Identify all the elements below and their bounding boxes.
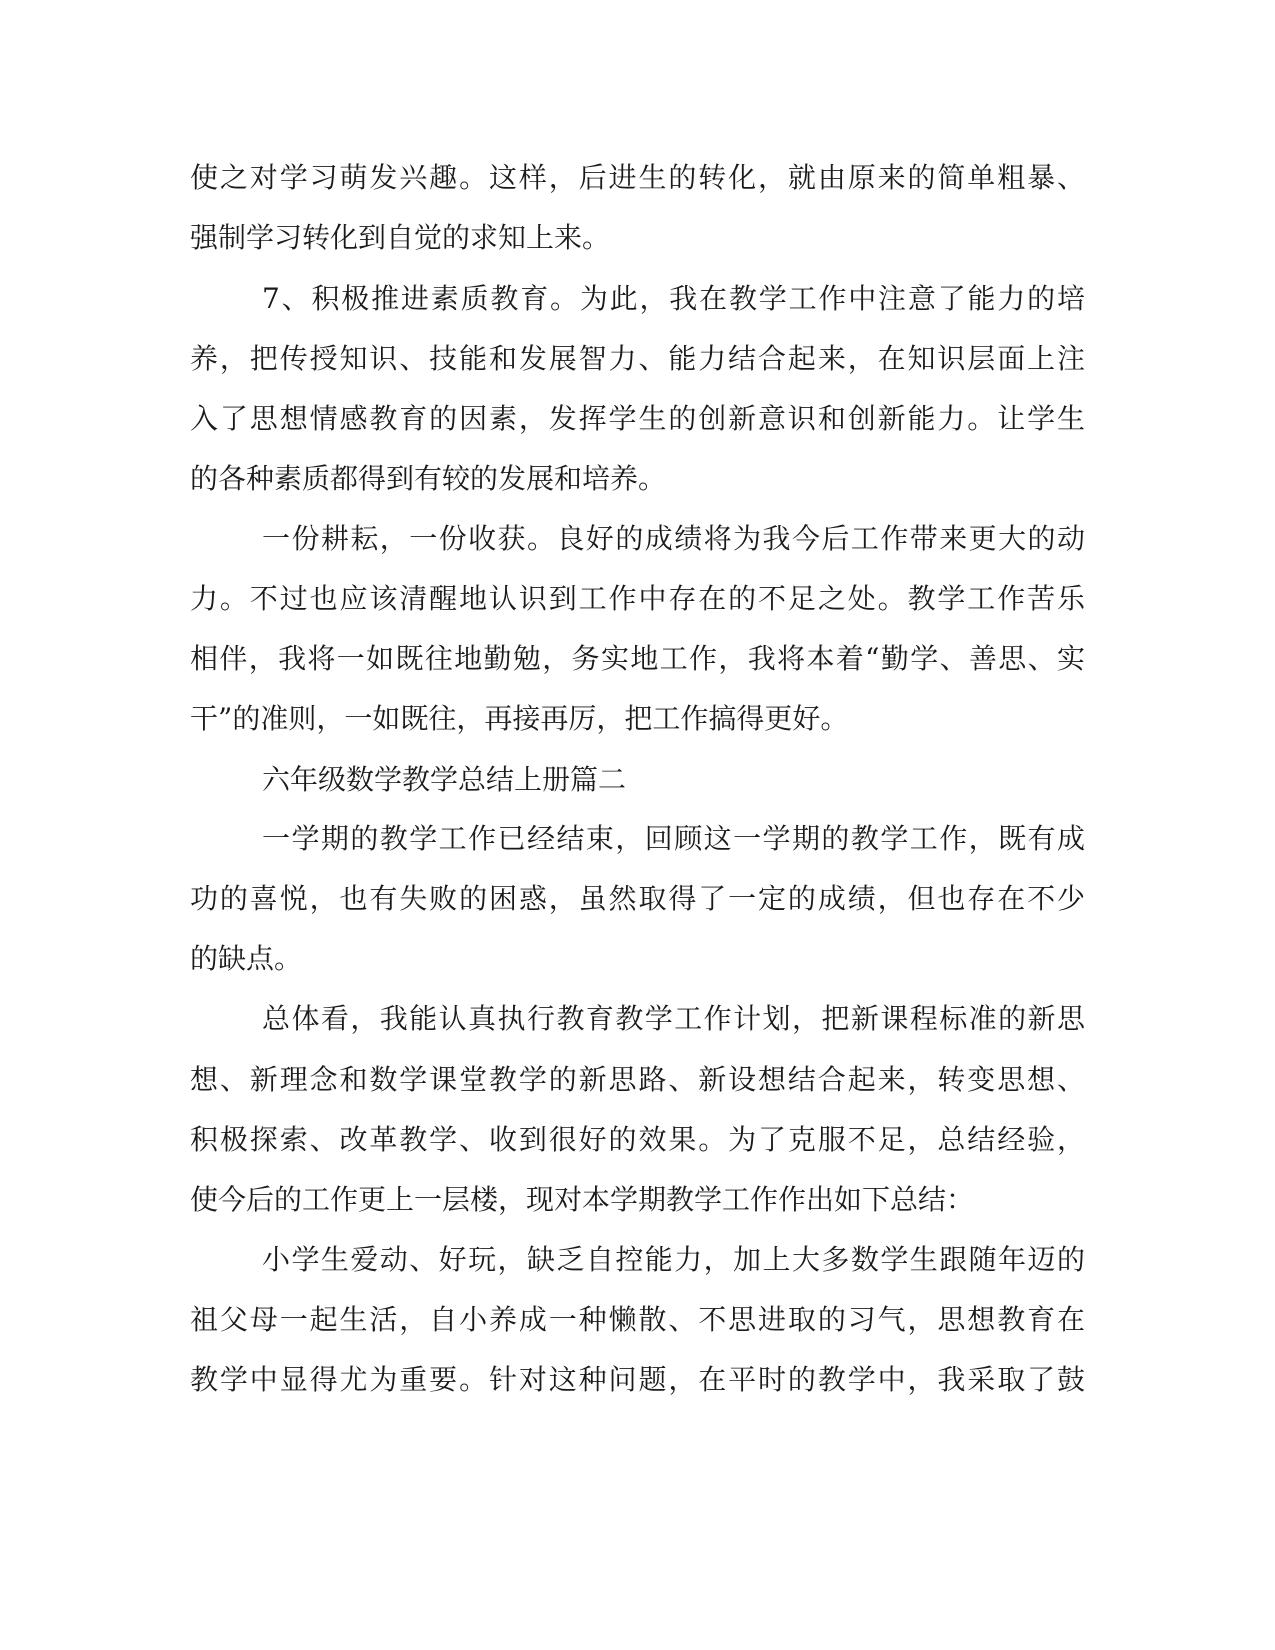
text-line: 7、积极推进素质教育。为此，我在教学工作中注意了能力的培: [262, 282, 1085, 315]
text-line: 想、新理念和数学课堂教学的新思路、新设想结合起来，转变思想、: [190, 1063, 1085, 1096]
text-line: 一份耕耘，一份收获。良好的成绩将为我今后工作带来更大的动: [262, 522, 1085, 555]
text-line: 祖父母一起生活，自小养成一种懒散、不思进取的习气，思想教育在: [190, 1303, 1085, 1336]
text-line: 功的喜悦，也有失败的困惑，虽然取得了一定的成绩，但也存在不少: [190, 882, 1085, 915]
text-line: 相伴，我将一如既往地勤勉，务实地工作，我将本着“勤学、善思、实: [190, 642, 1085, 675]
section-heading: 六年级数学教学总结上册篇二: [262, 763, 627, 796]
text-line: 干”的准则，一如既往，再接再厉，把工作搞得更好。: [190, 702, 849, 735]
text-line: 养，把传授知识、技能和发展智力、能力结合起来，在知识层面上注: [190, 342, 1085, 375]
text-line: 力。不过也应该清醒地认识到工作中存在的不足之处。教学工作苦乐: [190, 582, 1085, 615]
text-line: 入了思想情感教育的因素，发挥学生的创新意识和创新能力。让学生: [190, 402, 1085, 435]
text-line: 总体看，我能认真执行教育教学工作计划，把新课程标准的新思: [262, 1002, 1085, 1035]
text-line: 教学中显得尤为重要。针对这种问题，在平时的教学中，我采取了鼓: [190, 1363, 1085, 1396]
text-line: 使之对学习萌发兴趣。这样，后进生的转化，就由原来的简单粗暴、: [190, 161, 1085, 194]
text-line: 强制学习转化到自觉的求知上来。: [190, 221, 611, 254]
text-line: 一学期的教学工作已经结束，回顾这一学期的教学工作，既有成: [262, 822, 1085, 855]
text-line: 的各种素质都得到有较的发展和培养。: [190, 462, 667, 495]
text-line: 积极探索、改革教学、收到很好的效果。为了克服不足，总结经验，: [190, 1123, 1085, 1156]
text-line: 使今后的工作更上一层楼，现对本学期教学工作作出如下总结：: [190, 1183, 975, 1216]
text-line: 小学生爱动、好玩，缺乏自控能力，加上大多数学生跟随年迈的: [262, 1243, 1085, 1276]
text-line: 的缺点。: [190, 942, 303, 975]
